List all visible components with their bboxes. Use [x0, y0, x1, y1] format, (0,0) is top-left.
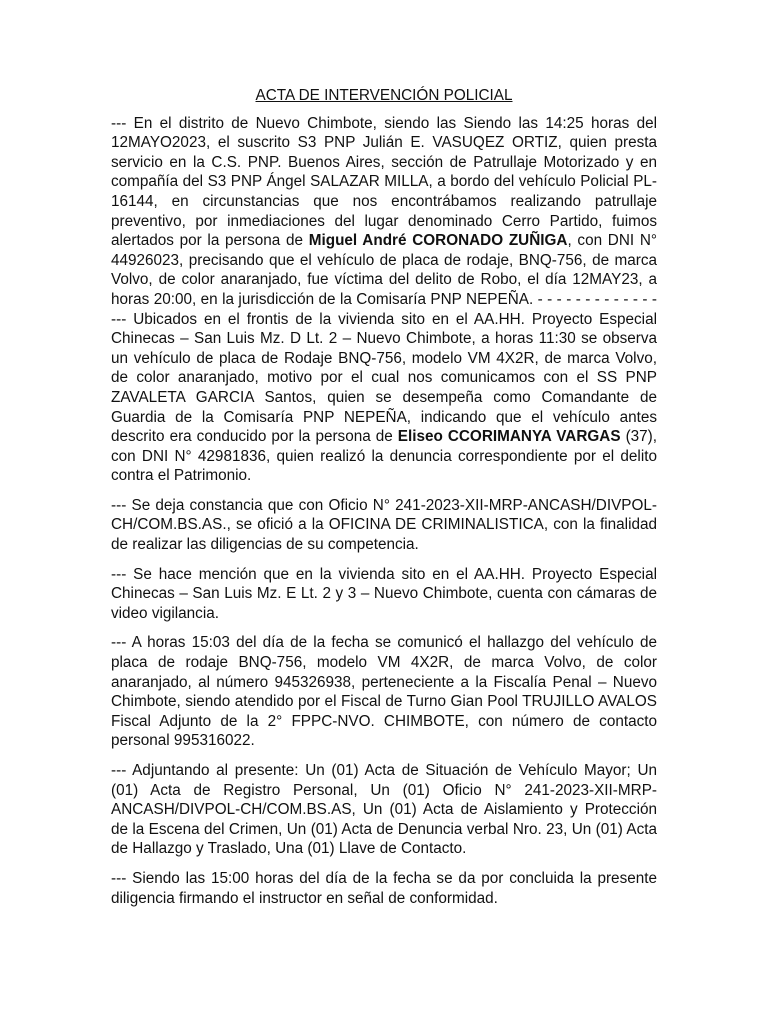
person-name-driver: Eliseo CCORIMANYA VARGAS — [397, 428, 621, 446]
person-name-complainant: Miguel André CORONADO ZUÑIGA — [308, 232, 568, 250]
paragraph-fiscal-communication: --- A horas 15:03 del día de la fecha se comunicó el hallazgo del vehículo de placa de rodaje BNQ-756, modelo VM 4X2R, de marca Volvo, de color anaranjado, al número 945326938, perteneciente a la Fiscalía Penal – Nuevo Chimbote, siendo atendido por el Fiscal de Turno Gian Pool TRUJILLO AVALOS Fiscal Adjunto de la 2° FPPC-NVO. CHIMBOTE, con número de contacto personal 995316022. — [111, 634, 657, 750]
paragraph-cameras: --- Se hace mención que en la vivienda sito en el AA.HH. Proyecto Especial Chinecas – San Luis Mz. E Lt. 2 y 3 – Nuevo Chimbote, cuenta con cámaras de video vigilancia. — [111, 565, 657, 622]
paragraph-oficio: --- Se deja constancia que con Oficio N° 241-2023-XII-MRP-ANCASH/DIVPOL-CH/COM.BS.AS., se ofició a la OFICINA DE CRIMINALISTICA, con la finalidad de realizar las diligencias de su competencia. — [111, 496, 657, 554]
paragraph-text: (37), con DNI N° 42981836, quien realizó la denuncia correspondiente por el delito contra el Patrimonio. — [111, 428, 658, 485]
paragraph-text: --- En el distrito de Nuevo Chimbote, siendo las Siendo las 14:25 horas del 12MAYO2023, el suscrito S3 PNP Julián E. VASUQEZ ORTIZ, quien presta servicio en la C.S. PNP. Buenos Aires, sección de Patrullaje Motorizado y en compañía del S3 PNP Ángel SALAZAR MILLA, a bordo del vehículo Policial PL-16144, en circunstancias que nos encontrábamos realizando patrullaje preventivo, por inmediaciones del lugar denominado Cerro Partido, fuimos alertados por la persona de — [111, 114, 657, 250]
document-page — [111, 86, 657, 918]
paragraph-text: , con DNI N° 44926023, precisando que el vehículo de placa de rodaje, BNQ-756, de marca Volvo, de color anaranjado, fue víctima del delito de Robo, el día 12MAY23, a horas 20:00, en la jurisdicción de la Comisaría PNP NEPEÑA. - - - - - - - - - - - - - --- Ubicados en el frontis de la vivienda sito en el AA.HH. Proyecto Especial Chinecas – San Luis Mz. D Lt. 2 – Nuevo Chimbote, a horas 11:30 se observa un vehículo de placa de Rodaje BNQ-756, modelo VM 4X2R, de marca Volvo, de color anaranjado, motivo por el cual nos comunicamos con el SS PNP ZAVALETA GARCIA Santos, quien se desempeña como Comandante de Guardia de la Comisaría PNP NEPEÑA, indicando que el vehículo antes descrito era conducido por la persona de — [111, 232, 657, 446]
paragraph-intervention-details — [111, 114, 657, 486]
paragraph-closing: --- Siendo las 15:00 horas del día de la fecha se da por concluida la presente diligencia firmando el instructor en señal de conformidad. — [111, 869, 657, 907]
document-title: ACTA DE INTERVENCIÓN POLICIAL — [255, 87, 513, 104]
paragraph-attachments: --- Adjuntando al presente: Un (01) Acta de Situación de Vehículo Mayor; Un (01) Acta de Registro Personal, Un (01) Oficio N° 241-2023-XII-MRP-ANCASH/DIVPOL-CH/COM.BS.AS, Un (01) Acta de Aislamiento y Protección de la Escena del Crimen, Un (01) Acta de Denuncia verbal Nro. 23, Un (01) Acta de Hallazgo y Traslado, Una (01) Llave de Contacto. — [111, 762, 657, 858]
